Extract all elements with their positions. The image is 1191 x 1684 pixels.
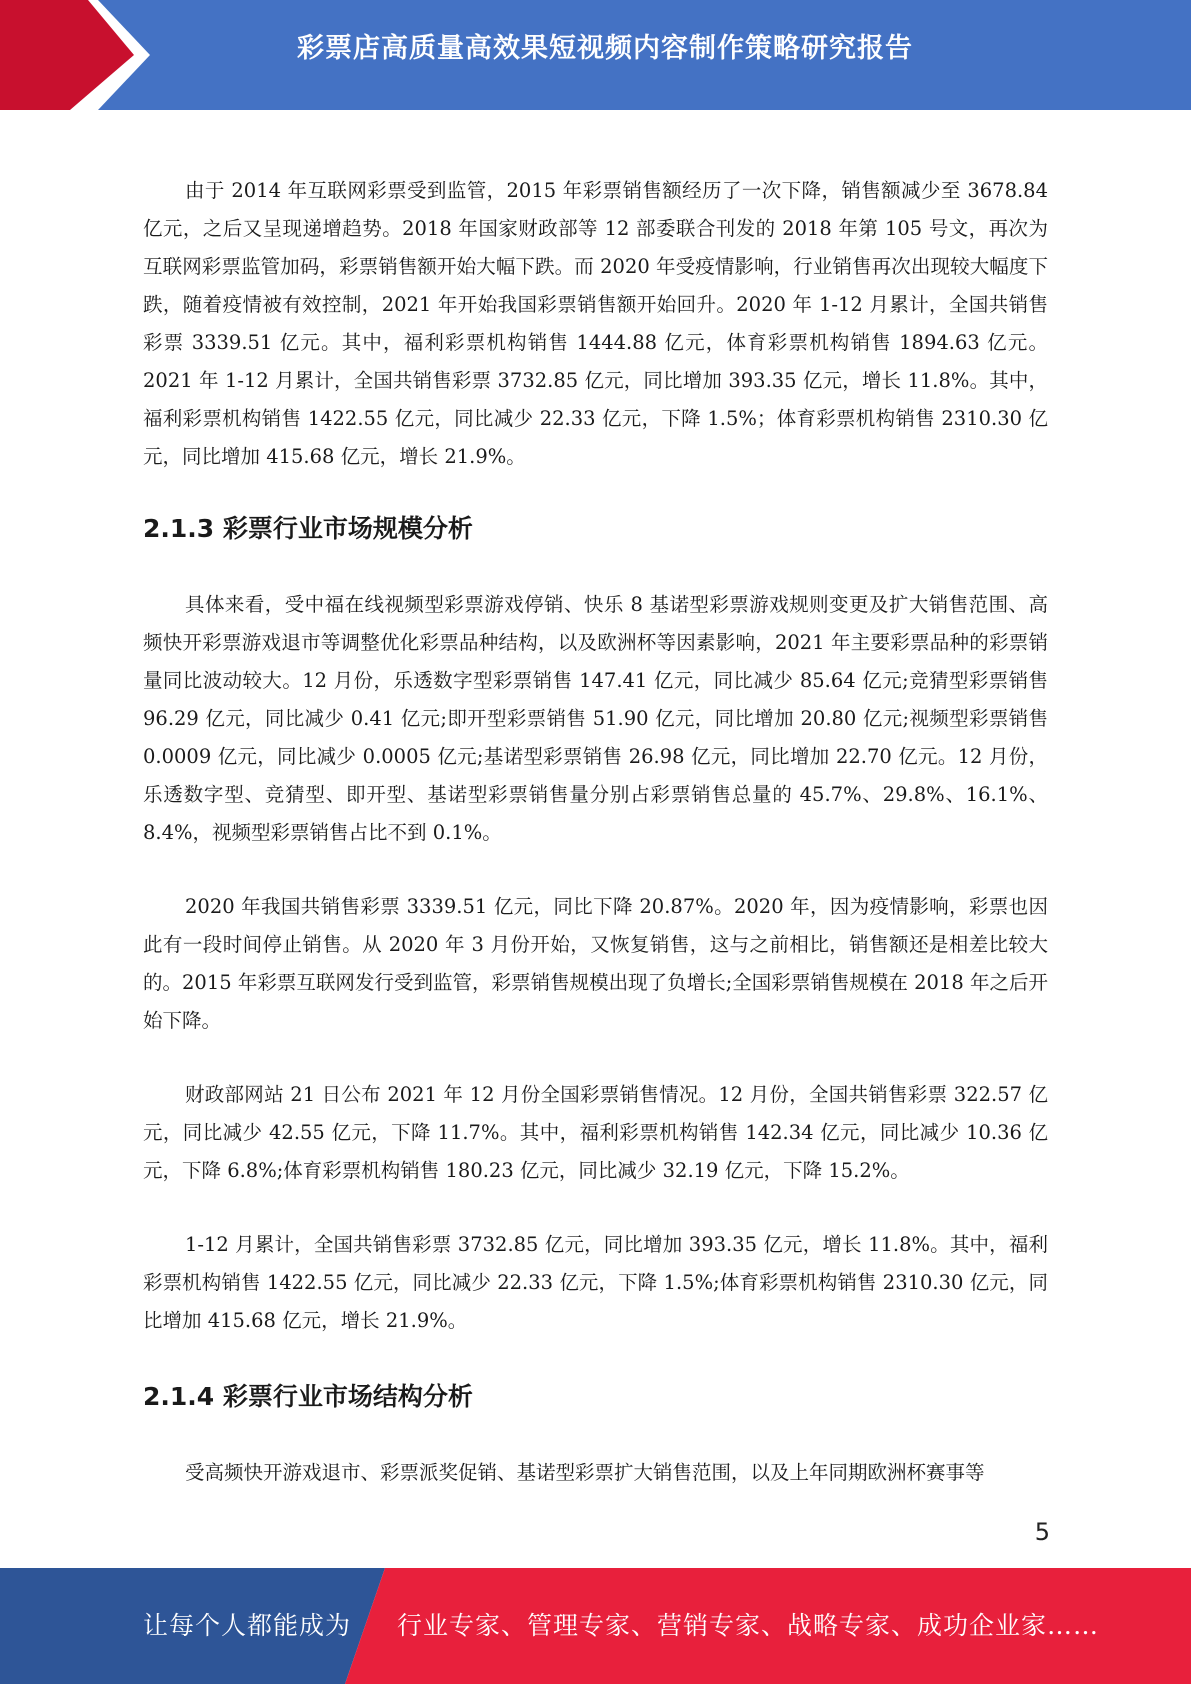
footer-slogan-left: 让每个人都能成为 (143, 1611, 352, 1640)
page-footer (0, 1568, 1191, 1684)
page-number: 5 (1034, 1518, 1050, 1546)
paragraph-december-sales: 财政部网站 21 日公布 2021 年 12 月份全国彩票销售情况。12 月份，全国共销售彩票 322.57 亿元，同比减少 42.55 亿元，下降 11.7%。其中，福利彩票机构销售 142.34 亿元，同比减少 10.36 亿元，下降 6.8%;体育彩票机构销售 180.23 亿元，同比减少 32.19 亿元，下降 15.2%。 (143, 1083, 1048, 1182)
header-chevron-decoration (0, 0, 160, 110)
paragraph-category-sales: 具体来看，受中福在线视频型彩票游戏停销、快乐 8 基诺型彩票游戏规则变更及扩大销售范围、高频快开彩票游戏退市等调整优化彩票品种结构，以及欧洲杯等因素影响，2021 年主要彩票品种的彩票销量同比波动较大。12 月份，乐透数字型彩票销售 147.41 亿元，同比减少 85.64 亿元;竞猜型彩票销售 96.29 亿元，同比减少 0.41 亿元;即开型彩票销售 51.90 亿元，同比增加 20.80 亿元;视频型彩票销售 0.0009 亿元，同比减少 0.0005 亿元;基诺型彩票销售 26.98 亿元，同比增加 22.70 亿元。12 月份，乐透数字型、竞猜型、即开型、基诺型彩票销售量分别占彩票销售总量的 45.7%、29.8%、16.1%、8.4%，视频型彩票销售占比不到 0.1%。 (143, 593, 1048, 844)
section-heading-market-structure: 2.1.4 彩票行业市场结构分析 (143, 1382, 473, 1411)
paragraph-market-structure: 受高频快开游戏退市、彩票派奖促销、基诺型彩票扩大销售范围，以及上年同期欧洲杯赛事等 (185, 1461, 985, 1484)
section-heading-market-size: 2.1.3 彩票行业市场规模分析 (143, 514, 473, 543)
paragraph-sales-history: 由于 2014 年互联网彩票受到监管，2015 年彩票销售额经历了一次下降，销售额减少至 3678.84 亿元，之后又呈现递增趋势。2018 年国家财政部等 12 部委联合刊发的 2018 年第 105 号文，再次为互联网彩票监管加码，彩票销售额开始大幅下跌。而 2020 年受疫情影响，行业销售再次出现较大幅度下跌，随着疫情被有效控制，2021 年开始我国彩票销售额开始回升。2020 年 1-12 月累计，全国共销售彩票 3339.51 亿元。其中，福利彩票机构销售 1444.88 亿元，体育彩票机构销售 1894.63 亿元。2021 年 1-12 月累计，全国共销售彩票 3732.85 亿元，同比增加 393.35 亿元，增长 11.8%。其中，福利彩票机构销售 1422.55 亿元，同比减少 22.33 亿元，下降 1.5%；体育彩票机构销售 2310.30 亿元，同比增加 415.68 亿元，增长 21.9%。 (143, 179, 1048, 468)
header-title: 彩票店高质量高效果短视频内容制作策略研究报告 (297, 33, 913, 64)
paragraph-annual-cumulative: 1-12 月累计，全国共销售彩票 3732.85 亿元，同比增加 393.35 亿元，增长 11.8%。其中，福利彩票机构销售 1422.55 亿元，同比减少 22.33 亿元，下降 1.5%;体育彩票机构销售 2310.30 亿元，同比增加 415.68 亿元，增长 21.9%。 (143, 1233, 1048, 1332)
document-body (143, 172, 1048, 1492)
page-header (0, 0, 1191, 110)
paragraph-2020-sales: 2020 年我国共销售彩票 3339.51 亿元，同比下降 20.87%。2020 年，因为疫情影响，彩票也因此有一段时间停止销售。从 2020 年 3 月份开始，又恢复销售，这与之前相比，销售额还是相差比较大的。2015 年彩票互联网发行受到监管，彩票销售规模出现了负增长;全国彩票销售规模在 2018 年之后开始下降。 (143, 895, 1048, 1032)
footer-slogan-right: 行业专家、管理专家、营销专家、战略专家、成功企业家…… (397, 1611, 1100, 1640)
